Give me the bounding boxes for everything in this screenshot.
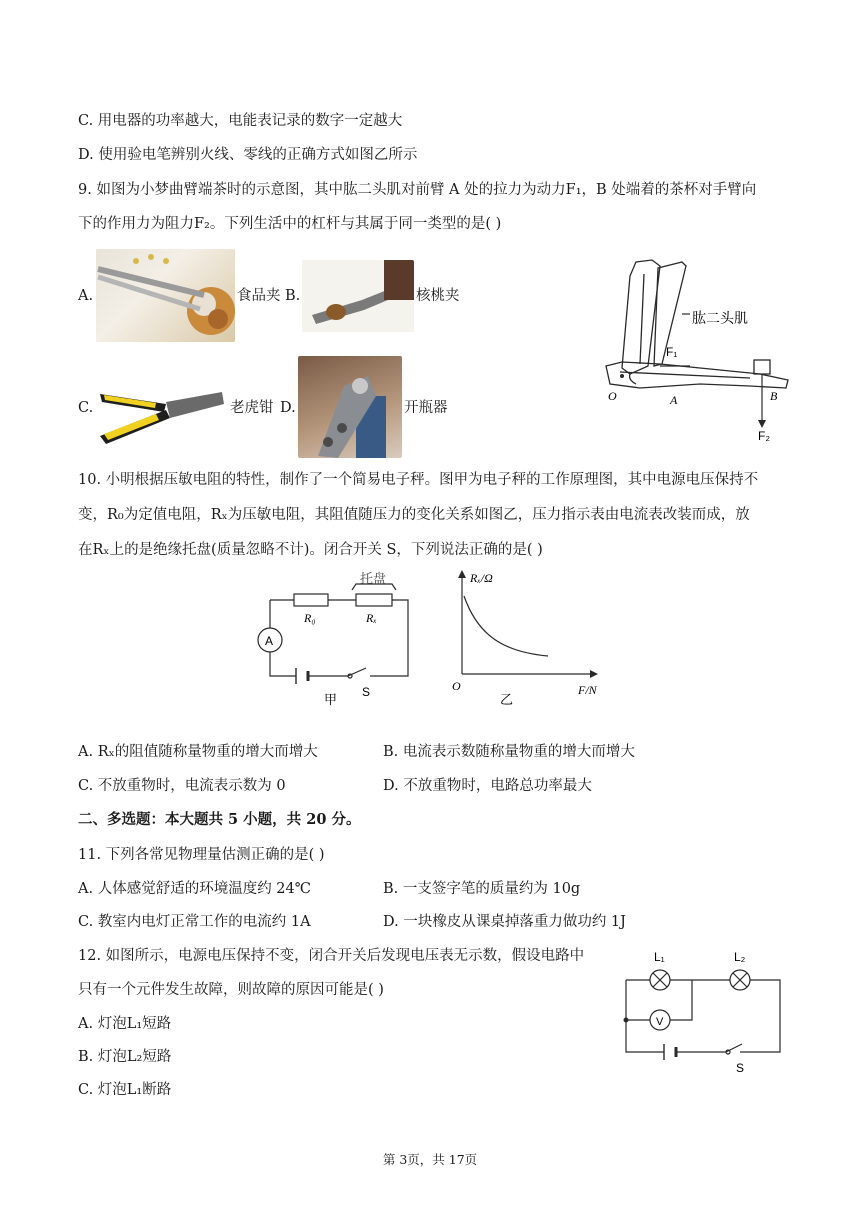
q9-option-d-label: 开瓶器 [404,400,448,416]
q8-option-d: D. 使用验电笔辨别火线、零线的正确方式如图乙所示 [78,147,418,163]
q8-option-c: C. 用电器的功率越大，电能表记录的数字一定越大 [78,113,403,129]
circuit-tray-label: 托盘 [360,571,387,586]
q12-option-a: A. 灯泡L₁短路 [78,1016,172,1032]
bottle-opener-photo [298,356,402,458]
arm-point-b-label: B [770,389,778,403]
q10-stem-line1: 10. 小明根据压敏电阻的特性，制作了一个简易电子秤。图甲为电子秤的工作原理图，其中电源电压保持不 [78,472,759,488]
q9-option-a-prefix: A. [78,288,94,304]
q9-option-c-prefix: C. [78,400,94,416]
q10-stem-line2: 变，R₀为定值电阻，Rₓ为压敏电阻，其阻值随压力的变化关系如图乙，压力指示表由电流表改装而成，放 [78,507,750,523]
q9-option-a-label: 食品夹 [237,288,281,304]
q12-option-b: B. 灯泡L₂短路 [78,1049,172,1065]
pliers-photo [96,374,226,446]
arm-pivot-o-label: O [608,389,617,403]
arm-lever-diagram [600,256,790,446]
q12-option-c: C. 灯泡L₁断路 [78,1082,172,1098]
q12-l2-label: L₂ [734,950,746,964]
q12-l1-label: L₁ [654,950,665,964]
q10-stem-line3: 在Rₓ上的是绝缘托盘(质量忽略不计)。闭合开关 S，下列说法正确的是( ) [78,542,543,558]
q10-option-d: D. 不放重物时，电路总功率最大 [383,778,592,794]
q10-option-a: A. Rₓ的阻值随称量物重的增大而增大 [78,744,318,760]
circuit-r0-label: R₀ [304,611,316,625]
circuit-diagram-q12 [616,940,788,1076]
q9-option-b-label: 核桃夹 [416,288,460,304]
graph-caption-yi: 乙 [500,692,514,707]
q12-voltmeter-label: V [656,1016,664,1028]
q11-option-d: D. 一块橡皮从课桌掉落重力做功约 1J [383,914,626,930]
graph-diagram-yi [444,566,610,712]
graph-x-axis-label: F/N [578,683,597,697]
q9-option-b-prefix: B. [285,288,301,304]
q9-stem-line2: 下的作用力为阻力F₂。下列生活中的杠杆与其属于同一类型的是( ) [78,216,502,232]
q12-stem-line2: 只有一个元件发生故障，则故障的原因可能是( ) [78,982,384,998]
arm-point-a-label: A [670,393,678,407]
q10-option-b: B. 电流表示数随称量物重的增大而增大 [383,744,635,760]
circuit-diagram-jia [252,570,418,710]
q9-stem-line1: 9. 如图为小梦曲臂端茶时的示意图，其中肱二头肌对前臂 A 处的拉力为动力F₁，B 处端着的茶杯对手臂向 [78,182,757,198]
graph-y-axis-label: Rₓ/Ω [470,571,493,585]
arm-f2-label: F₂ [758,429,770,443]
q10-option-c: C. 不放重物时，电流表示数为 0 [78,778,286,794]
circuit-switch-label: S [362,685,371,699]
q11-option-a: A. 人体感觉舒适的环境温度约 24℃ [78,881,311,897]
q12-stem-line1: 12. 如图所示，电源电压保持不变，闭合开关后发现电压表无示数，假设电路中 [78,948,585,964]
nutcracker-photo [302,260,414,332]
q11-option-c: C. 教室内电灯正常工作的电流约 1A [78,914,311,930]
q9-option-c-label: 老虎钳 [230,400,274,416]
section-heading-multi-choice: 二、多选题：本大题共 5 小题，共 20 分。 [78,811,361,828]
circuit-caption-jia: 甲 [324,692,338,707]
circuit-rx-label: Rₓ [366,611,377,625]
circuit-ammeter-label: A [265,634,274,648]
graph-origin-label: O [452,679,461,693]
q12-switch-label: S [736,1061,745,1075]
q11-option-b: B. 一支签字笔的质量约为 10g [383,881,581,897]
page-footer: 第 3页，共 17页 [382,1152,478,1167]
food-tongs-photo [96,249,235,342]
arm-f1-label: F₁ [666,345,678,359]
arm-muscle-label: 肱二头肌 [692,310,748,326]
q9-option-d-prefix: D. [280,400,296,416]
q11-stem: 11. 下列各常见物理量估测正确的是( ) [78,847,325,863]
